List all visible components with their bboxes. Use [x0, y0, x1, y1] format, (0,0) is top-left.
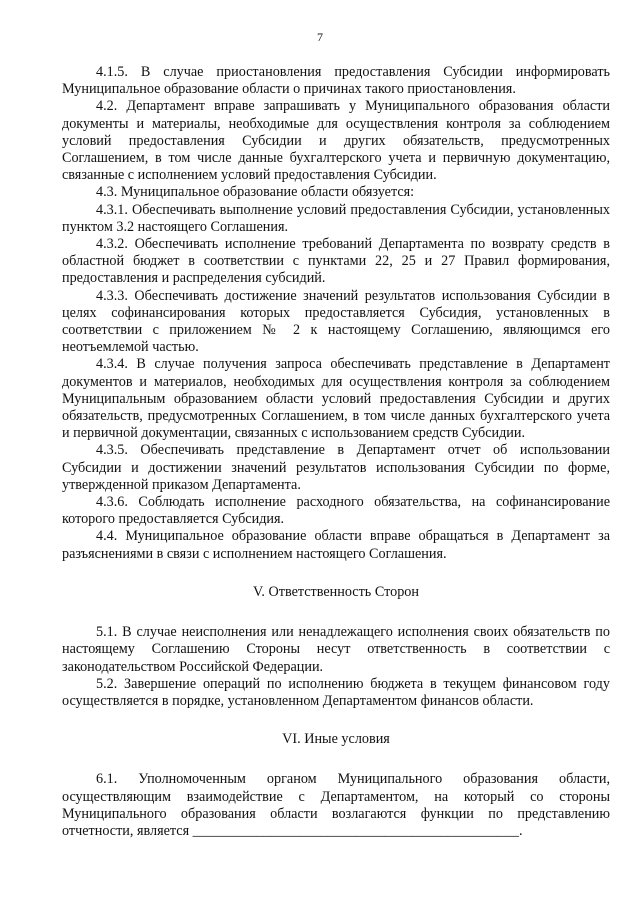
paragraph-4-4: 4.4. Муниципальное образование области вправе обращаться в Департамент за разъяснениями в связи с исполнением настоящего Соглашения.: [62, 528, 610, 562]
paragraph-4-3: 4.3. Муниципальное образование области обязуется:: [96, 184, 415, 201]
paragraph-4-2: 4.2. Департамент вправе запрашивать у Муниципального образования области документы и материалы, необходимые для осуществления контроля за соблюдением условий предоставления Субсидии и других обязательств, предусмотренных Соглашением, в том числе данные бухгалтерского учета и первичную документацию, связанные с исполнением условий предоставления Субсидии.: [62, 98, 610, 184]
section-5-heading: V. Ответственность Сторон: [253, 583, 419, 600]
paragraph-4-3-1: 4.3.1. Обеспечивать выполнение условий предоставления Субсидии, установленных пунктом 3.2 настоящего Соглашения.: [62, 201, 610, 235]
paragraph-4-3-2: 4.3.2. Обеспечивать исполнение требований Департамента по возврату средств в областной бюджет в соответствии с пунктами 22, 25 и 27 Правил формирования, предоставления и распределения субсидий.: [62, 236, 610, 287]
paragraph-6-1: 6.1. Уполномоченным органом Муниципального образования области, осуществляющим взаимодействие с Департаментом, на который со стороны Муниципального образования области возлагаются функции по представлению отчетности, является ______________________________________________.: [62, 771, 610, 839]
section-6-heading: VI. Иные условия: [282, 731, 390, 748]
paragraph-4-3-6: 4.3.6. Соблюдать исполнение расходного обязательства, на софинансирование которого предоставляется Субсидия.: [62, 494, 610, 528]
paragraph-5-1: 5.1. В случае неисполнения или ненадлежащего исполнения своих обязательств по настоящему Соглашению Стороны несут ответственность в соответствии с законодательством Российской Федерации.: [62, 624, 610, 675]
paragraph-4-3-5: 4.3.5. Обеспечивать представление в Департамент отчет об использовании Субсидии и достижении значений результатов использования Субсидии по форме, утвержденной приказом Департамента.: [62, 442, 610, 493]
spacer: [62, 748, 610, 771]
paragraph-5-2: 5.2. Завершение операций по исполнению бюджета в текущем финансовом году осуществляется в порядке, установленном Департаментом финансов области.: [62, 675, 610, 709]
spacer: [62, 563, 610, 584]
paragraph-4-3-3: 4.3.3. Обеспечивать достижение значений результатов использования Субсидии в целях софинансирования которых предоставляется Субсидия, установленных в соответствии с приложением № 2 к настоящему Соглашению, являющимся его неотъемлемой частью.: [62, 287, 610, 356]
paragraph-4-3-4: 4.3.4. В случае получения запроса обеспечивать представление в Департамент документов и материалов, необходимых для осуществления контроля за соблюдением Муниципальным образованием области условий предоставления Субсидии и других обязательств, предусмотренных Соглашением, в том числе данных бухгалтерского учета и первичной документации, связанных с использованием средств Субсидии.: [62, 356, 610, 442]
document-body: [62, 64, 610, 840]
spacer: [62, 601, 610, 624]
paragraph-4-1-5: 4.1.5. В случае приостановления предоставления Субсидии информировать Муниципальное образование области о причинах такого приостановления.: [62, 64, 610, 98]
page-number: 7: [317, 30, 323, 44]
spacer: [62, 710, 610, 731]
